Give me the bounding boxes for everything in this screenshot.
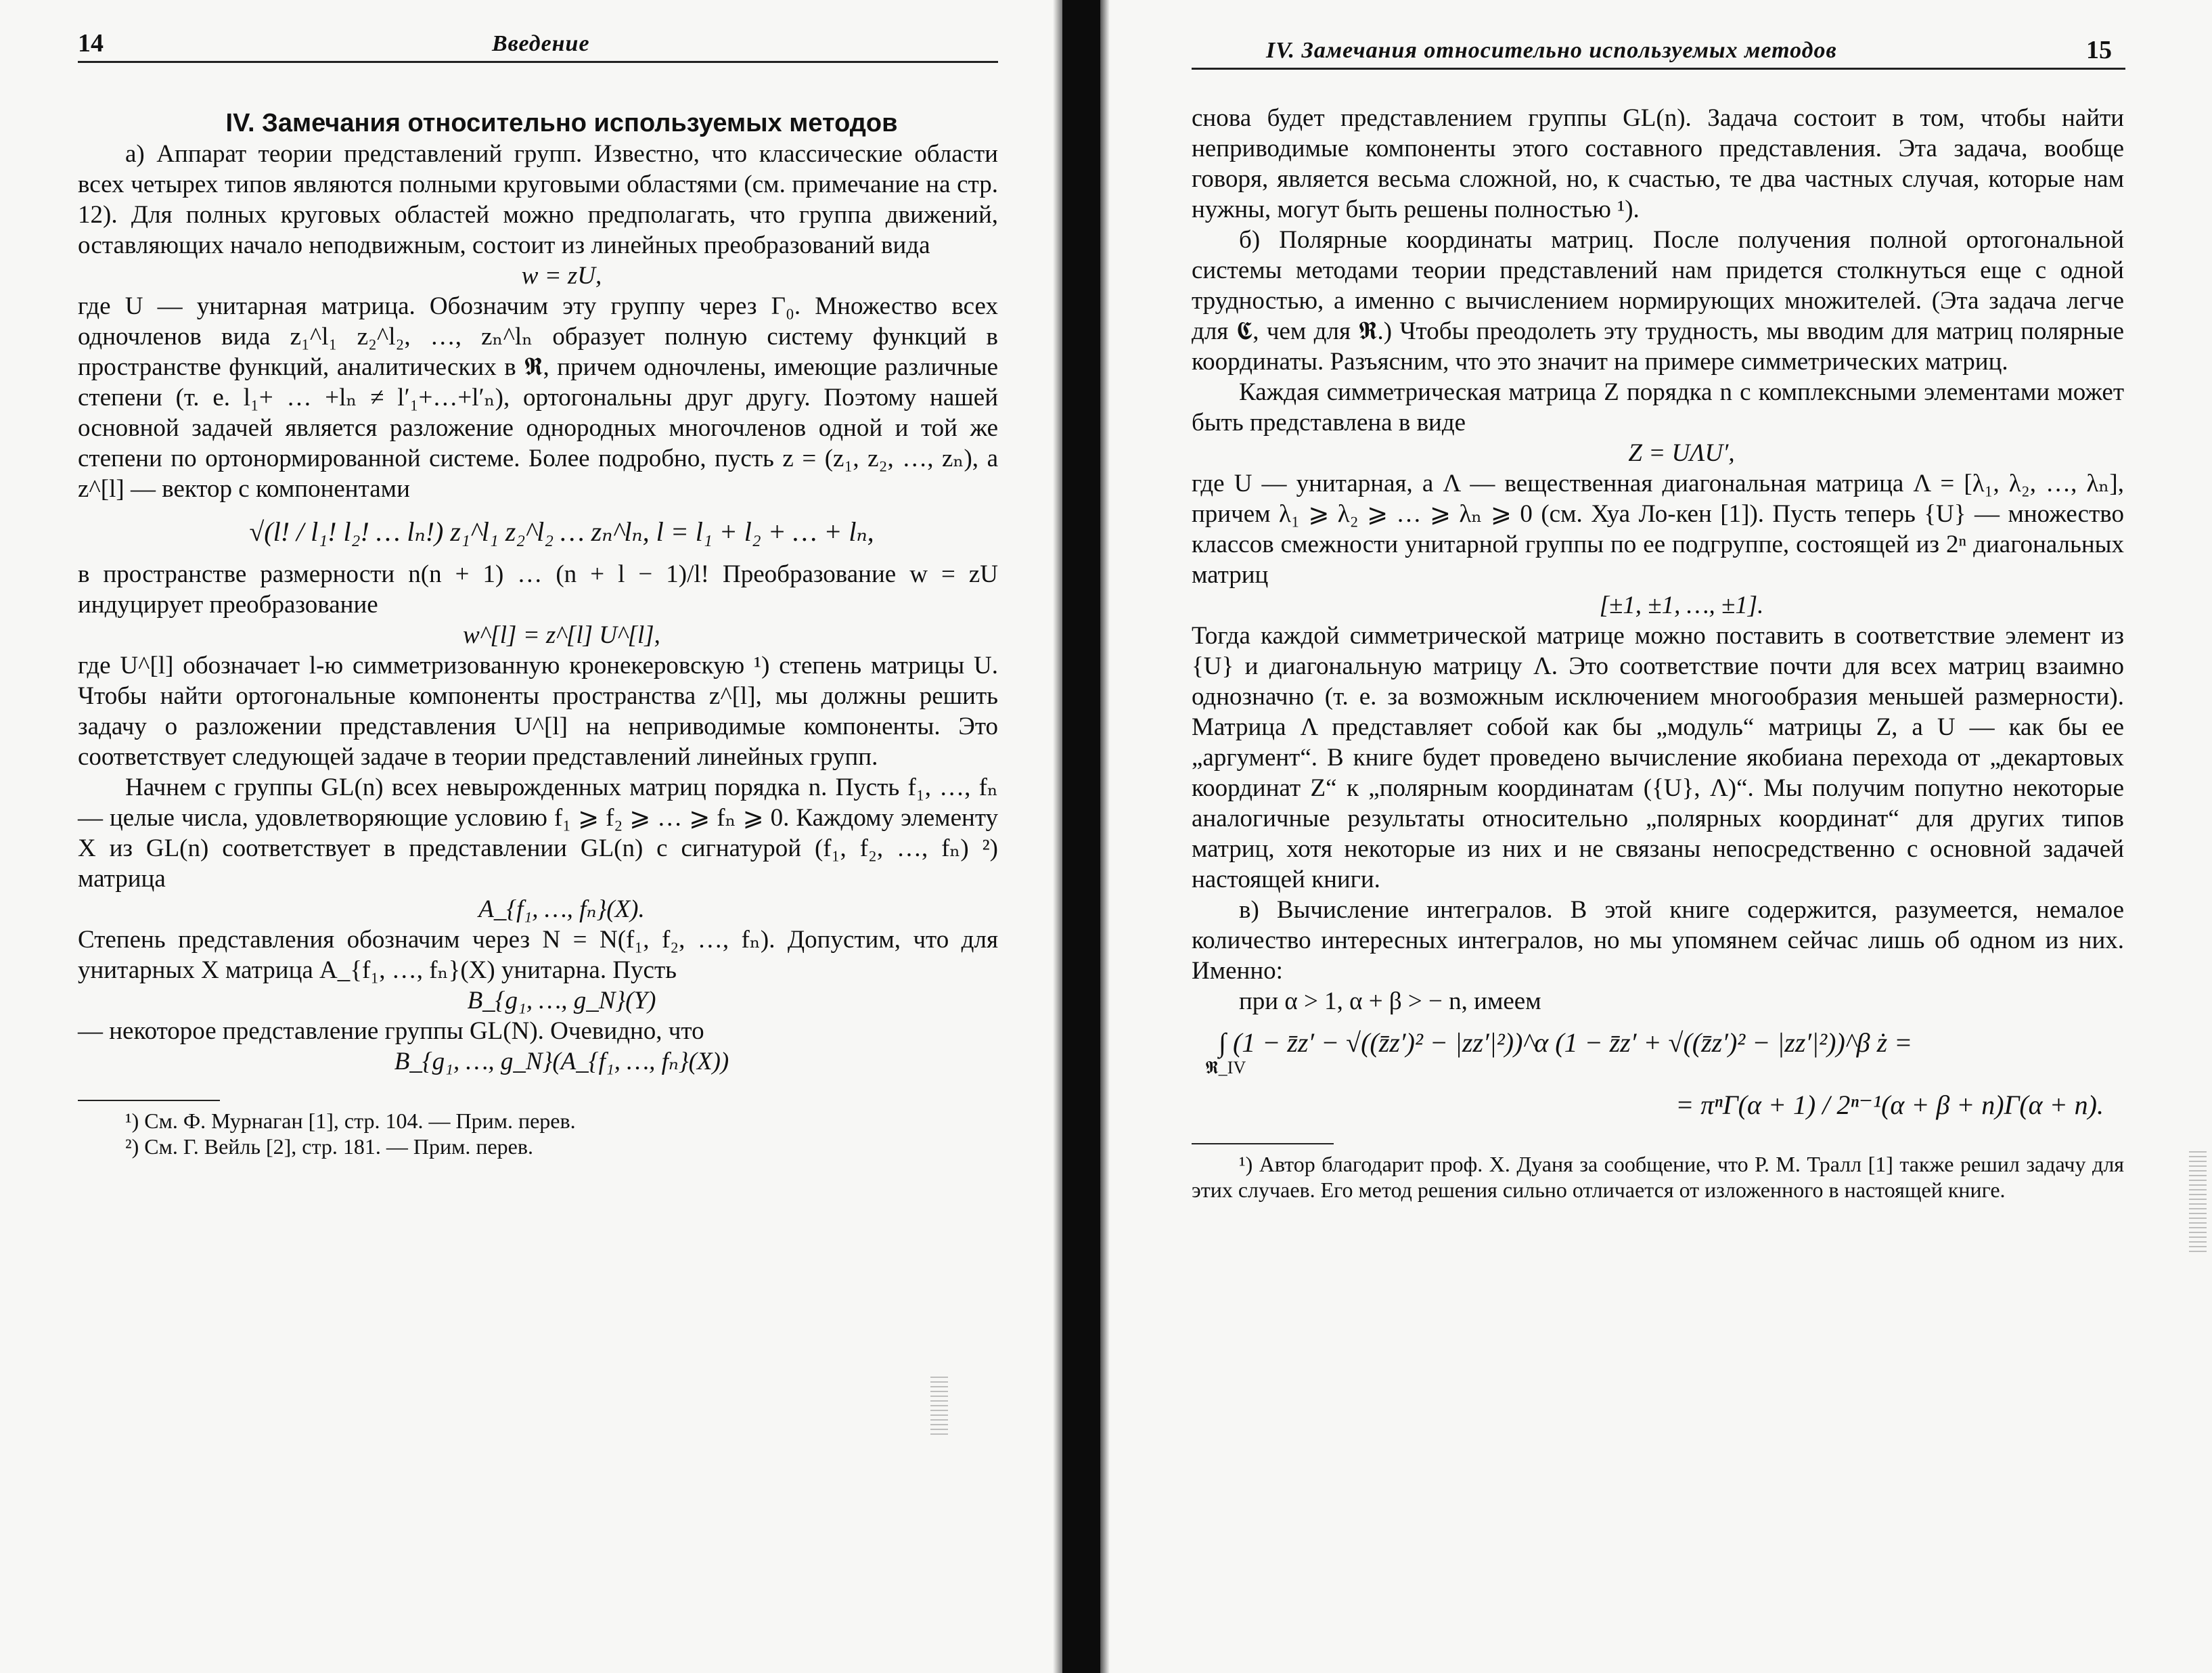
left-running-title: Введение xyxy=(492,31,590,56)
paragraph: Степень представления обозначим через N = N(f₁, f₂, …, fₙ). Допустим, что для унитарных X матрица A_{f₁, …, fₙ}(X) унитарна. Пусть xyxy=(78,926,998,984)
gutter-shadow-right xyxy=(1100,0,1110,1673)
footnote-rule xyxy=(78,1100,220,1101)
left-page-number: 14 xyxy=(78,29,104,58)
section-heading: IV. Замечания относительно используемых методов xyxy=(225,109,898,137)
paragraph: при α > 1, α + β > − n, имеем xyxy=(1239,987,1541,1015)
formula: √(l! / l₁! l₂! … lₙ!) z₁^l₁ z₂^l₂ … zₙ^lₙ, l = l₁ + l₂ + … + lₙ, xyxy=(249,516,874,547)
left-running-head xyxy=(78,28,998,63)
formula: A_{f₁, …, fₙ}(X). xyxy=(478,895,645,923)
footnote: ¹) Автор благодарит проф. Х. Дуаня за сообщение, что Р. М. Тралл [1] также решил задачу для этих случаев. Его метод решения сильно отличается от изложенного в настоящей книге. xyxy=(1192,1152,2124,1202)
formula: [±1, ±1, …, ±1]. xyxy=(1599,592,1764,619)
paragraph: в пространстве размерности n(n + 1) … (n + l − 1)/l! Преобразование w = zU индуцирует преобразование xyxy=(78,560,998,619)
paragraph: — некоторое представление группы GL(N). Очевидно, что xyxy=(78,1017,704,1045)
footnote-rule xyxy=(1192,1143,1334,1144)
gutter-shadow-left xyxy=(1053,0,1062,1673)
formula: B_{g₁, …, g_N}(Y) xyxy=(467,987,656,1014)
book-gutter xyxy=(1062,0,1100,1673)
footnote: ¹) См. Ф. Мурнаган [1], стр. 104. — Прим. перев. xyxy=(125,1109,576,1133)
paragraph: снова будет представлением группы GL(n). Задача состоит в том, чтобы найти неприводимые компоненты этого составного представления. Эта задача, вообще говоря, является весьма сложной, но, к счастью, те два частных случая, которые нам нужны, могут быть решены полностью ¹). xyxy=(1192,104,2124,223)
paragraph: где U — унитарная матрица. Обозначим эту группу через Γ₀. Множество всех одночленов вида z₁^l₁ z₂^l₂, …, zₙ^lₙ образует полную систему функций в пространстве функций, аналитических в 𝕽, причем одночлены, имеющие различные степени (т. е. l₁+ … +lₙ ≠ l′₁+…+l′ₙ), ортогональны друг другу. Поэтому нашей основной задачей является разложение однородных многочленов одной и той же степени по ортонормированной системе. Более подробно, пусть z = (z₁, z₂, …, zₙ), а z^[l] — вектор с компонентами xyxy=(78,292,998,503)
paragraph: Каждая симметрическая матрица Z порядка n с комплексными элементами может быть представлена в виде xyxy=(1192,378,2124,437)
right-body-text xyxy=(1192,103,2124,1203)
right-running-title: IV. Замечания относительно используемых методов xyxy=(1266,38,1837,63)
integral-lhs: ∫ (1 − z̄z′ − √((z̄z′)² − |zz′|²))^α (1 − z̄z′ + √((z̄z′)² − |zz′|²))^β ż = xyxy=(1219,1027,1913,1058)
integral-domain: 𝕽_IV xyxy=(1205,1058,1246,1077)
formula: B_{g₁, …, g_N}(A_{f₁, …, fₙ}(X)) xyxy=(394,1048,729,1075)
left-page xyxy=(0,0,1062,1673)
paragraph: в) Вычисление интегралов. В этой книге содержится, разумеется, немалое количество интересных интегралов, но мы упомянем сейчас лишь об одном из них. Именно: xyxy=(1192,896,2124,985)
right-page-number: 15 xyxy=(2086,36,2112,64)
formula: Z = UΛU′, xyxy=(1628,439,1735,467)
formula: w^[l] = z^[l] U^[l], xyxy=(463,621,660,649)
paragraph: б) Полярные координаты матриц. После получения полной ортогональной системы методами теории представлений нам придется столкнуться еще с одной трудностью, а именно с вычислением нормирующих множителей. (Эта задача легче для 𝕮, чем для 𝕽.) Чтобы преодолеть эту трудность, мы вводим для матриц полярные координаты. Разъясним, что это значит на примере симметрических матриц. xyxy=(1192,226,2124,376)
paragraph: Тогда каждой симметрической матрице можно поставить в соответствие элемент из {U} и диагональную матрицу Λ. Это соответствие почти для всех матриц взаимно однозначно (т. е. за возможным исключением многообразия меньшей размерности). Матрица Λ представляет собой как бы „модуль“ матрицы Z, а U — как бы ее „аргумент“. В книге будет проведено вычисление якобиана перехода от „декартовых координат Z“ к „полярным координатам ({U}, Λ)“. Мы получим попутно некоторые аналогичные результаты относительно „полярных координат“ для других типов матриц, хотя некоторые из них и не связаны непосредственно с основной задачей настоящей книги. xyxy=(1192,622,2124,893)
formula: w = zU, xyxy=(521,262,602,290)
paragraph: где U — унитарная, а Λ — вещественная диагональная матрица Λ = [λ₁, λ₂, …, λₙ], причем λ₁ ⩾ λ₂ ⩾ … ⩾ λₙ ⩾ 0 (см. Хуа Ло-кен [1]). Пусть теперь {U} — множество классов смежности унитарной группы по ее подгруппе, состоящей из 2ⁿ диагональных матриц xyxy=(1192,470,2124,589)
integral-formula xyxy=(1192,1027,2124,1120)
right-page xyxy=(1100,0,2212,1673)
paragraph: где U^[l] обозначает l-ю симметризованную кронекеровскую ¹) степень матрицы U. Чтобы найти ортогональные компоненты пространства z^[l], мы должны решить задачу о разложении представления U^[l] на неприводимые компоненты. Это соответствует следующей задаче в теории представлений линейных групп. xyxy=(78,652,998,771)
paragraph: Начнем с группы GL(n) всех невырожденных матриц порядка n. Пусть f₁, …, fₙ — целые числа, удовлетворяющие условию f₁ ⩾ f₂ ⩾ … ⩾ fₙ ⩾ 0. Каждому элементу X из GL(n) соответствует в представлении GL(n) с сигнатурой (f₁, f₂, …, fₙ) ²) матрица xyxy=(78,774,999,893)
integral-rhs: = πⁿΓ(α + 1) / 2ⁿ⁻¹(α + β + n)Γ(α + n). xyxy=(1675,1090,2104,1120)
scan-edge-noise xyxy=(2189,1151,2207,1252)
footnote: ²) См. Г. Вейль [2], стр. 181. — Прим. перев. xyxy=(125,1134,533,1159)
scan-smudge xyxy=(930,1374,948,1435)
paragraph: а) Аппарат теории представлений групп. Известно, что классические области всех четырех типов являются полными круговыми областями (см. примечание на стр. 12). Для полных круговых областей можно предполагать, что группа движений, оставляющих начало неподвижным, состоит из линейных преобразований вида xyxy=(78,140,998,259)
left-body-text xyxy=(78,108,998,1159)
right-running-head xyxy=(1192,35,2125,70)
